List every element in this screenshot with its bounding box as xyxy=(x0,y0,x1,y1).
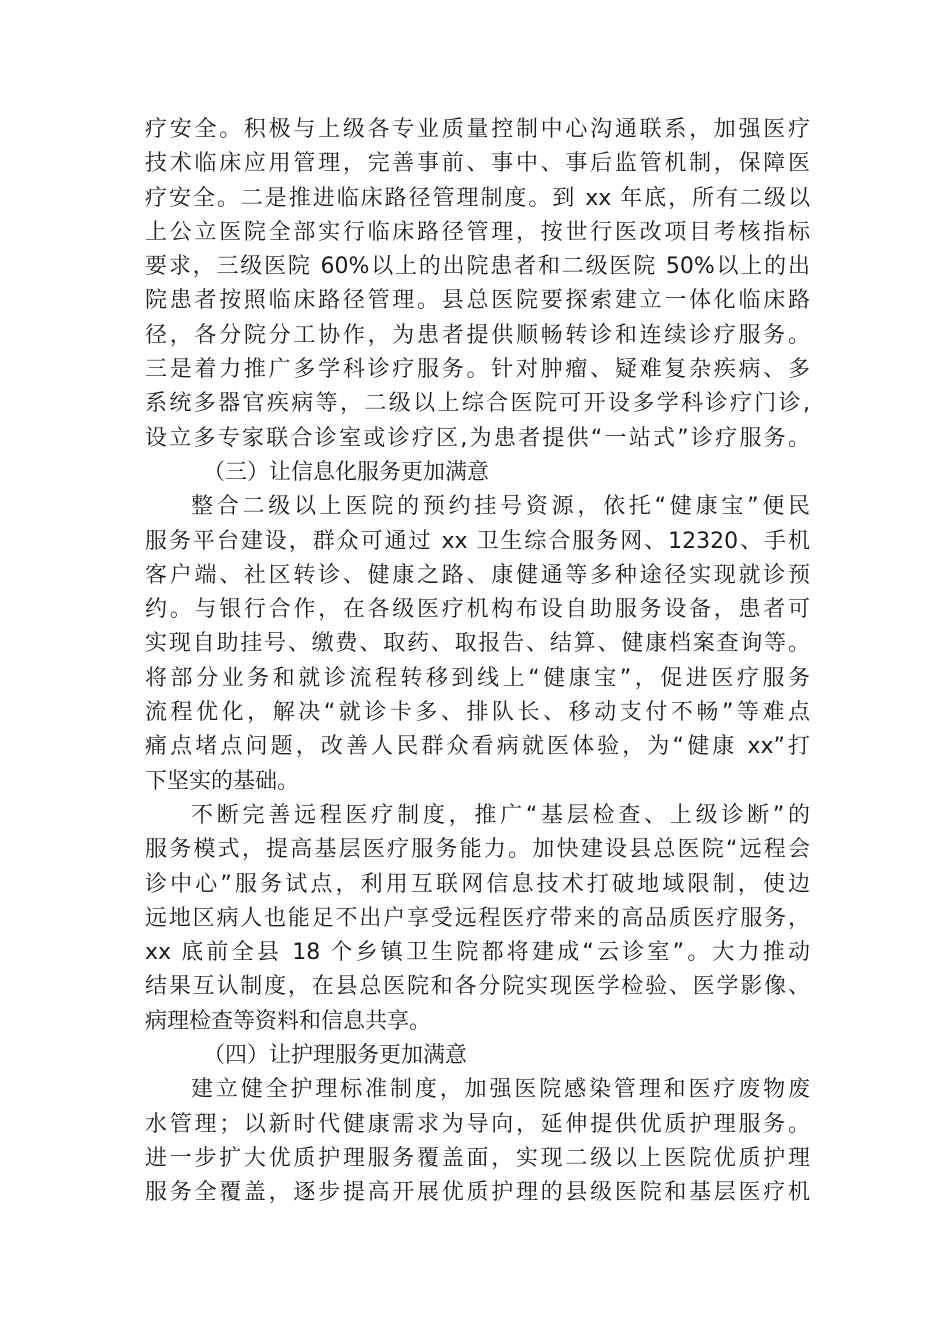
paragraph-line: 院患者按照临床路径管理。县总医院要探索建立一体化临床路 xyxy=(145,288,810,314)
paragraph-line: 进一步扩大优质护理服务覆盖面，实现二级以上医院优质护理 xyxy=(145,1145,810,1171)
paragraph-line: 病理检查等资料和信息共享。 xyxy=(145,1008,432,1034)
paragraph-line: 疗安全。二是推进临床路径管理制度。到 xx 年底，所有二级以 xyxy=(145,185,810,211)
paragraph-line: 技术临床应用管理，完善事前、事中、事后监管机制，保障医 xyxy=(145,151,810,177)
paragraph-line: 不断完善远程医疗制度，推广“基层检查、上级诊断”的 xyxy=(191,802,810,828)
paragraph-line: 将部分业务和就诊流程转移到线上“健康宝”，促进医疗服务 xyxy=(145,665,810,691)
section-heading-three: （三）让信息化服务更加满意 xyxy=(203,459,490,485)
paragraph-line: 结果互认制度，在县总医院和各分院实现医学检验、医学影像、 xyxy=(145,974,810,1000)
paragraph-line: 要求，三级医院 60%以上的出院患者和二级医院 50%以上的出 xyxy=(145,254,810,280)
paragraph-line: 服务模式，提高基层医疗服务能力。加快建设县总医院“远程会 xyxy=(145,837,810,863)
document-body xyxy=(145,113,810,1211)
paragraph-line: 疗安全。积极与上级各专业质量控制中心沟通联系，加强医疗 xyxy=(145,117,810,142)
paragraph-line: 水管理；以新时代健康需求为导向，延伸提供优质护理服务。 xyxy=(145,1111,810,1137)
paragraph-line: 客户端、社区转诊、健康之路、康健通等多种途径实现就诊预 xyxy=(145,562,810,588)
paragraph-line: 建立健全护理标准制度，加强医院感染管理和医疗废物废 xyxy=(191,1077,810,1103)
paragraph-line: 系统多器官疾病等，二级以上综合医院可开设多学科诊疗门诊, xyxy=(145,391,810,417)
paragraph-line: 服务全覆盖，逐步提高开展优质护理的县级医院和基层医疗机 xyxy=(145,1180,810,1206)
paragraph-line: 远地区病人也能足不出户享受远程医疗带来的高品质医疗服务， xyxy=(145,905,810,931)
paragraph-line: 实现自助挂号、缴费、取药、取报告、结算、健康档案查询等。 xyxy=(145,631,810,657)
paragraph-line: 诊中心”服务试点，利用互联网信息技术打破地域限制，使边 xyxy=(145,871,810,897)
paragraph-line: 设立多专家联合诊室或诊疗区,为患者提供“一站式”诊疗服务。 xyxy=(145,425,810,451)
paragraph-line: 上公立医院全部实行临床路径管理，按世行医改项目考核指标 xyxy=(145,219,810,245)
paragraph-line: xx 底前全县 18 个乡镇卫生院都将建成“云诊室”。大力推动 xyxy=(145,940,810,966)
paragraph-line: 整合二级以上医院的预约挂号资源，依托“健康宝”便民 xyxy=(191,494,810,520)
paragraph-line: 三是着力推广多学科诊疗服务。针对肿瘤、疑难复杂疾病、多 xyxy=(145,357,810,383)
paragraph-line: 流程优化，解决“就诊卡多、排队长、移动支付不畅”等难点 xyxy=(145,700,810,726)
paragraph-line: 痛点堵点问题，改善人民群众看病就医体验，为“健康 xx”打 xyxy=(145,734,810,760)
section-heading-four: （四）让护理服务更加满意 xyxy=(203,1043,468,1069)
paragraph-line: 下坚实的基础。 xyxy=(145,768,300,794)
paragraph-line: 约。与银行合作，在各级医疗机构布设自助服务设备，患者可 xyxy=(145,597,810,623)
paragraph-line: 服务平台建设，群众可通过 xx 卫生综合服务网、12320、手机 xyxy=(145,528,810,554)
paragraph-line: 径，各分院分工协作，为患者提供顺畅转诊和连续诊疗服务。 xyxy=(145,322,810,348)
